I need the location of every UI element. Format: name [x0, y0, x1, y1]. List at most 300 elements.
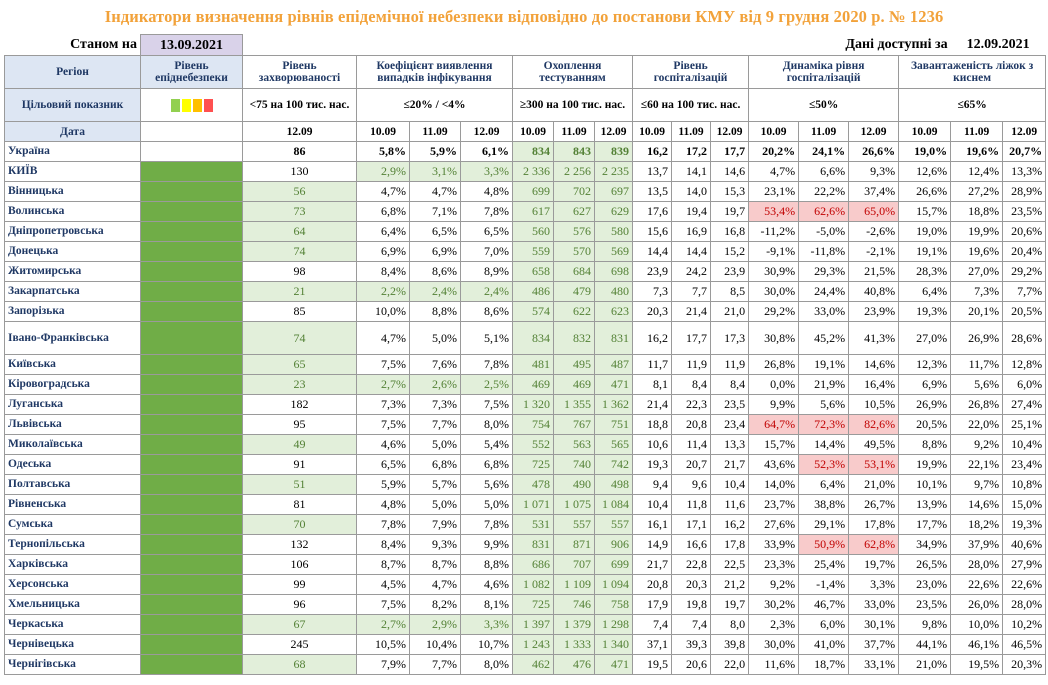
value-cell: 7,3	[633, 282, 672, 302]
value-cell: 7,3%	[951, 282, 1003, 302]
level-indicator	[141, 555, 243, 575]
value-cell: 2,2%	[357, 282, 410, 302]
value-cell: 40,6%	[1003, 535, 1046, 555]
value-cell: 7,7%	[1003, 282, 1046, 302]
value-cell: 7,3%	[410, 395, 461, 415]
value-cell: 46,5%	[1003, 635, 1046, 655]
value-cell: 4,7%	[410, 182, 461, 202]
value-cell: 27,6%	[749, 515, 799, 535]
value-cell: 56	[243, 182, 357, 202]
value-cell: 478	[513, 475, 554, 495]
value-cell: 51	[243, 475, 357, 495]
value-cell: 72,3%	[799, 415, 849, 435]
value-cell: 699	[513, 182, 554, 202]
value-cell: 19,5%	[951, 655, 1003, 675]
value-cell: -11,2%	[749, 222, 799, 242]
value-cell: 6,9%	[357, 242, 410, 262]
value-cell: 10,2%	[1003, 615, 1046, 635]
value-cell: 11,7	[633, 355, 672, 375]
value-cell: 14,4	[672, 242, 711, 262]
indicators-table	[4, 34, 1046, 675]
value-cell: 19,0%	[899, 222, 951, 242]
header-incidence: Рівень захворюваності	[243, 56, 357, 89]
value-cell: 6,4%	[799, 475, 849, 495]
value-cell: 2,7%	[357, 375, 410, 395]
value-cell: 622	[554, 302, 595, 322]
value-cell: 62,6%	[799, 202, 849, 222]
swatch-red	[204, 99, 213, 112]
value-cell: 21,4	[672, 302, 711, 322]
value-cell: 9,6	[672, 475, 711, 495]
value-cell: 758	[595, 595, 633, 615]
value-cell: 574	[513, 302, 554, 322]
value-cell: 49,5%	[849, 435, 899, 455]
value-cell: 18,7%	[799, 655, 849, 675]
value-cell: 7,4	[633, 615, 672, 635]
value-cell: 12,3%	[899, 355, 951, 375]
value-cell: 17,8	[711, 535, 749, 555]
swatch-green	[171, 99, 180, 112]
value-cell: 565	[595, 435, 633, 455]
level-indicator	[141, 395, 243, 415]
value-cell: 4,6%	[461, 575, 513, 595]
value-cell: 26,0%	[951, 595, 1003, 615]
value-cell: 19,8	[672, 595, 711, 615]
value-cell: 10,4	[633, 495, 672, 515]
value-cell: 843	[554, 142, 595, 162]
value-cell: 462	[513, 655, 554, 675]
value-cell: 22,5	[711, 555, 749, 575]
value-cell: 23,5%	[1003, 202, 1046, 222]
value-cell: 469	[554, 375, 595, 395]
table-row	[5, 435, 1046, 455]
value-cell: 23,7%	[749, 495, 799, 515]
value-cell: 21,0%	[899, 655, 951, 675]
value-cell: 26,8%	[749, 355, 799, 375]
value-cell: 1 379	[554, 615, 595, 635]
table-row	[5, 575, 1046, 595]
value-cell: 70	[243, 515, 357, 535]
value-cell: 19,6%	[951, 242, 1003, 262]
value-cell: 50,9%	[799, 535, 849, 555]
value-cell: 19,9%	[899, 455, 951, 475]
value-cell: 4,7%	[357, 182, 410, 202]
value-cell: 30,0%	[749, 635, 799, 655]
table-row	[5, 655, 1046, 675]
value-cell: 702	[554, 182, 595, 202]
header-level: Рівень епіднебезпеки	[141, 56, 243, 89]
value-cell: 16,2	[633, 322, 672, 355]
value-cell: 15,7%	[749, 435, 799, 455]
target-detection: ≤20% / <4%	[357, 89, 513, 122]
value-cell: 560	[513, 222, 554, 242]
value-cell: 6,0%	[1003, 375, 1046, 395]
value-cell: 5,4%	[461, 435, 513, 455]
value-cell: 8,4	[711, 375, 749, 395]
value-cell: 7,5%	[461, 395, 513, 415]
value-cell: 17,7	[672, 322, 711, 355]
value-cell: 3,3%	[461, 615, 513, 635]
value-cell: 29,1%	[799, 515, 849, 535]
value-cell: 9,2%	[951, 435, 1003, 455]
value-cell: 33,9%	[749, 535, 799, 555]
value-cell: 5,1%	[461, 322, 513, 355]
value-cell: 832	[554, 322, 595, 355]
value-cell: 8,5	[711, 282, 749, 302]
table-row	[5, 495, 1046, 515]
value-cell: 73	[243, 202, 357, 222]
value-cell: 725	[513, 455, 554, 475]
value-cell: 16,9	[672, 222, 711, 242]
value-cell: 9,9%	[461, 535, 513, 555]
value-cell: 11,9	[711, 355, 749, 375]
value-cell: 17,7%	[899, 515, 951, 535]
region-name: Херсонська	[5, 575, 141, 595]
value-cell: 23,9%	[849, 302, 899, 322]
value-cell: 62,8%	[849, 535, 899, 555]
value-cell: 20,6	[672, 655, 711, 675]
region-name: Львівська	[5, 415, 141, 435]
value-cell: 557	[595, 515, 633, 535]
value-cell: 580	[595, 222, 633, 242]
value-cell: 20,6%	[1003, 222, 1046, 242]
value-cell: 28,0%	[1003, 595, 1046, 615]
value-cell: 22,0	[711, 655, 749, 675]
value-cell: 22,2%	[799, 182, 849, 202]
value-cell: 1 109	[554, 575, 595, 595]
level-indicator	[141, 515, 243, 535]
value-cell: 767	[554, 415, 595, 435]
value-cell: 531	[513, 515, 554, 535]
value-cell: 14,0	[672, 182, 711, 202]
value-cell: 20,3	[633, 302, 672, 322]
region-name: Запорізька	[5, 302, 141, 322]
value-cell: -1,4%	[799, 575, 849, 595]
value-cell: 74	[243, 322, 357, 355]
value-cell: 6,8%	[410, 455, 461, 475]
value-cell: 53,4%	[749, 202, 799, 222]
value-cell: 834	[513, 322, 554, 355]
value-cell: 1 071	[513, 495, 554, 515]
value-cell: 82,6%	[849, 415, 899, 435]
value-cell: 43,6%	[749, 455, 799, 475]
value-cell: 623	[595, 302, 633, 322]
value-cell: 754	[513, 415, 554, 435]
value-cell: 2 235	[595, 162, 633, 182]
level-indicator	[141, 475, 243, 495]
level-indicator	[141, 182, 243, 202]
value-cell: 15,6	[633, 222, 672, 242]
value-cell: 74	[243, 242, 357, 262]
value-cell: 17,6	[633, 202, 672, 222]
value-cell: 658	[513, 262, 554, 282]
value-cell: 6,6%	[799, 162, 849, 182]
value-cell: 479	[554, 282, 595, 302]
value-cell: 487	[595, 355, 633, 375]
target-testing: ≥300 на 100 тис. нас.	[513, 89, 633, 122]
value-cell: 19,3%	[1003, 515, 1046, 535]
value-cell: 12,6%	[899, 162, 951, 182]
value-cell: 5,0%	[410, 495, 461, 515]
value-cell: 23,4	[711, 415, 749, 435]
value-cell: 10,4%	[410, 635, 461, 655]
value-cell: 21,5%	[849, 262, 899, 282]
value-cell: 17,8%	[849, 515, 899, 535]
value-cell: 22,6%	[1003, 575, 1046, 595]
as-of-label: Станом на	[5, 35, 141, 56]
date-testing-0: 10.09	[513, 122, 554, 142]
value-cell: 20,4%	[1003, 242, 1046, 262]
value-cell: 4,7%	[410, 575, 461, 595]
table-row	[5, 375, 1046, 395]
value-cell: 5,7%	[410, 475, 461, 495]
level-indicator	[141, 322, 243, 355]
value-cell: -11,8%	[799, 242, 849, 262]
value-cell: 2,7%	[357, 615, 410, 635]
value-cell: 19,1%	[899, 242, 951, 262]
header-region: Регіон	[5, 56, 141, 89]
target-hosp-dynamics: ≤50%	[749, 89, 899, 122]
value-cell: 2,9%	[357, 162, 410, 182]
value-cell: 27,9%	[1003, 555, 1046, 575]
value-cell: 86	[243, 142, 357, 162]
level-indicator	[141, 202, 243, 222]
value-cell: 19,3	[633, 455, 672, 475]
date-detection-2: 12.09	[461, 122, 513, 142]
value-cell: 21,2	[711, 575, 749, 595]
value-cell: 8,0%	[461, 415, 513, 435]
value-cell: 182	[243, 395, 357, 415]
value-cell: 5,9%	[357, 475, 410, 495]
level-indicator	[141, 302, 243, 322]
value-cell: 6,1%	[461, 142, 513, 162]
value-cell: 8,8%	[461, 555, 513, 575]
value-cell: 33,0%	[799, 302, 849, 322]
value-cell: 21	[243, 282, 357, 302]
value-cell: 9,8%	[899, 615, 951, 635]
value-cell: 23,5	[711, 395, 749, 415]
value-cell: 24,1%	[799, 142, 849, 162]
value-cell: -2,6%	[849, 222, 899, 242]
value-cell: 28,9%	[1003, 182, 1046, 202]
value-cell: 14,4%	[799, 435, 849, 455]
value-cell: 64	[243, 222, 357, 242]
value-cell: 81	[243, 495, 357, 515]
target-hosp: ≤60 на 100 тис. нас.	[633, 89, 749, 122]
value-cell: 2,3%	[749, 615, 799, 635]
table-row	[5, 162, 1046, 182]
value-cell: 20,8	[633, 575, 672, 595]
value-cell: 40,8%	[849, 282, 899, 302]
value-cell: 44,1%	[899, 635, 951, 655]
table-row	[5, 455, 1046, 475]
value-cell: 19,5	[633, 655, 672, 675]
table-row	[5, 222, 1046, 242]
value-cell: 569	[595, 242, 633, 262]
value-cell: 28,3%	[899, 262, 951, 282]
value-cell: 28,6%	[1003, 322, 1046, 355]
region-name: Івано-Франківська	[5, 322, 141, 355]
value-cell: 552	[513, 435, 554, 455]
table-row	[5, 202, 1046, 222]
value-cell: 25,1%	[1003, 415, 1046, 435]
level-indicator	[141, 262, 243, 282]
value-cell: 8,1%	[461, 595, 513, 615]
value-cell: 5,6%	[799, 395, 849, 415]
value-cell: 686	[513, 555, 554, 575]
value-cell: 12,8%	[1003, 355, 1046, 375]
level-indicator	[141, 242, 243, 262]
value-cell: 39,3	[672, 635, 711, 655]
value-cell: 471	[595, 375, 633, 395]
table-row	[5, 595, 1046, 615]
value-cell: 13,7	[633, 162, 672, 182]
date-incidence: 12.09	[243, 122, 357, 142]
region-name: Рівненська	[5, 495, 141, 515]
value-cell: 8,4%	[357, 535, 410, 555]
value-cell: 14,6%	[849, 355, 899, 375]
value-cell: 98	[243, 262, 357, 282]
value-cell: 8,8%	[899, 435, 951, 455]
value-cell: 23,4%	[1003, 455, 1046, 475]
header-hosp-dynamics: Динаміка рівня госпіталізацій	[749, 56, 899, 89]
header-testing: Охоплення тестуванням	[513, 56, 633, 89]
date-detection-0: 10.09	[357, 122, 410, 142]
value-cell: 26,9%	[899, 395, 951, 415]
value-cell: 46,7%	[799, 595, 849, 615]
value-cell: 67	[243, 615, 357, 635]
value-cell: 8,9%	[461, 262, 513, 282]
value-cell: 16,2	[633, 142, 672, 162]
value-cell: 2 336	[513, 162, 554, 182]
value-cell: 839	[595, 142, 633, 162]
value-cell: 1 355	[554, 395, 595, 415]
table-row	[5, 282, 1046, 302]
value-cell: 1 333	[554, 635, 595, 655]
level-indicator	[141, 282, 243, 302]
value-cell: 13,9%	[899, 495, 951, 515]
value-cell: 22,6%	[951, 575, 1003, 595]
value-cell: 14,6	[711, 162, 749, 182]
value-cell: 576	[554, 222, 595, 242]
value-cell: 45,2%	[799, 322, 849, 355]
page-title: Індикатори визначення рівнів епідемічної небезпеки відповідно до постанови КМУ від 9 грудня 2020 р. № 1236	[104, 7, 944, 26]
value-cell: 15,0%	[1003, 495, 1046, 515]
value-cell: 17,3	[711, 322, 749, 355]
value-cell: 834	[513, 142, 554, 162]
value-cell: 3,1%	[410, 162, 461, 182]
value-cell: -5,0%	[799, 222, 849, 242]
value-cell: 559	[513, 242, 554, 262]
date-beds-2: 12.09	[1003, 122, 1046, 142]
target-row	[5, 89, 1046, 122]
value-cell: 37,7%	[849, 635, 899, 655]
region-name: Київська	[5, 355, 141, 375]
value-cell: 5,9%	[410, 142, 461, 162]
value-cell: 617	[513, 202, 554, 222]
value-cell: 481	[513, 355, 554, 375]
value-cell: 7,8%	[461, 355, 513, 375]
value-cell: 4,6%	[357, 435, 410, 455]
value-cell: 8,0%	[461, 655, 513, 675]
date-hosp-1: 11.09	[672, 122, 711, 142]
value-cell: 37,4%	[849, 182, 899, 202]
value-cell: 20,2%	[749, 142, 799, 162]
level-indicator	[141, 615, 243, 635]
level-indicator	[141, 635, 243, 655]
value-cell: 8,6%	[410, 262, 461, 282]
value-cell: 20,1%	[951, 302, 1003, 322]
region-name: Житомирська	[5, 262, 141, 282]
value-cell: 16,8	[711, 222, 749, 242]
value-cell: 1 320	[513, 395, 554, 415]
value-cell: 21,0%	[849, 475, 899, 495]
table-row	[5, 262, 1046, 282]
value-cell: 20,5%	[1003, 302, 1046, 322]
value-cell: 471	[595, 655, 633, 675]
region-name: Луганська	[5, 395, 141, 415]
table-row	[5, 515, 1046, 535]
value-cell: 746	[554, 595, 595, 615]
table-row	[5, 395, 1046, 415]
target-label: Цільовий показник	[5, 89, 141, 122]
value-cell: 29,2%	[749, 302, 799, 322]
value-cell: 132	[243, 535, 357, 555]
value-cell: 9,7%	[951, 475, 1003, 495]
value-cell: 27,2%	[951, 182, 1003, 202]
value-cell: 10,5%	[849, 395, 899, 415]
value-cell: 684	[554, 262, 595, 282]
header-beds: Завантаженість ліжок з киснем	[899, 56, 1046, 89]
value-cell: 21,9%	[799, 375, 849, 395]
value-cell: 742	[595, 455, 633, 475]
value-cell: 6,8%	[461, 455, 513, 475]
region-name: Чернівецька	[5, 635, 141, 655]
value-cell: 20,5%	[899, 415, 951, 435]
value-cell: 14,6%	[951, 495, 1003, 515]
table-row	[5, 555, 1046, 575]
value-cell: 10,7%	[461, 635, 513, 655]
value-cell: 3,3%	[849, 575, 899, 595]
value-cell: 6,9%	[899, 375, 951, 395]
value-cell: 11,8	[672, 495, 711, 515]
value-cell: 18,8%	[951, 202, 1003, 222]
region-name: КИЇВ	[5, 162, 141, 182]
value-cell: 9,4	[633, 475, 672, 495]
region-name: Тернопільська	[5, 535, 141, 555]
value-cell: 1 075	[554, 495, 595, 515]
header-detection: Коефіцієнт виявлення випадків інфікування	[357, 56, 513, 89]
value-cell: 39,8	[711, 635, 749, 655]
value-cell: 7,7%	[410, 655, 461, 675]
value-cell: 21,0	[711, 302, 749, 322]
value-cell: 1 397	[513, 615, 554, 635]
value-cell: 10,4%	[1003, 435, 1046, 455]
value-cell: 23,5%	[899, 595, 951, 615]
value-cell: 13,3%	[1003, 162, 1046, 182]
date-beds-0: 10.09	[899, 122, 951, 142]
value-cell: 26,6%	[849, 142, 899, 162]
value-cell: 8,6%	[461, 302, 513, 322]
value-cell: 8,0	[711, 615, 749, 635]
value-cell: 7,8%	[461, 515, 513, 535]
value-cell: 5,0%	[461, 495, 513, 515]
value-cell: 16,2	[711, 515, 749, 535]
value-cell: 2,4%	[461, 282, 513, 302]
value-cell: 20,3	[672, 575, 711, 595]
value-cell: 740	[554, 455, 595, 475]
target-beds: ≤65%	[899, 89, 1046, 122]
